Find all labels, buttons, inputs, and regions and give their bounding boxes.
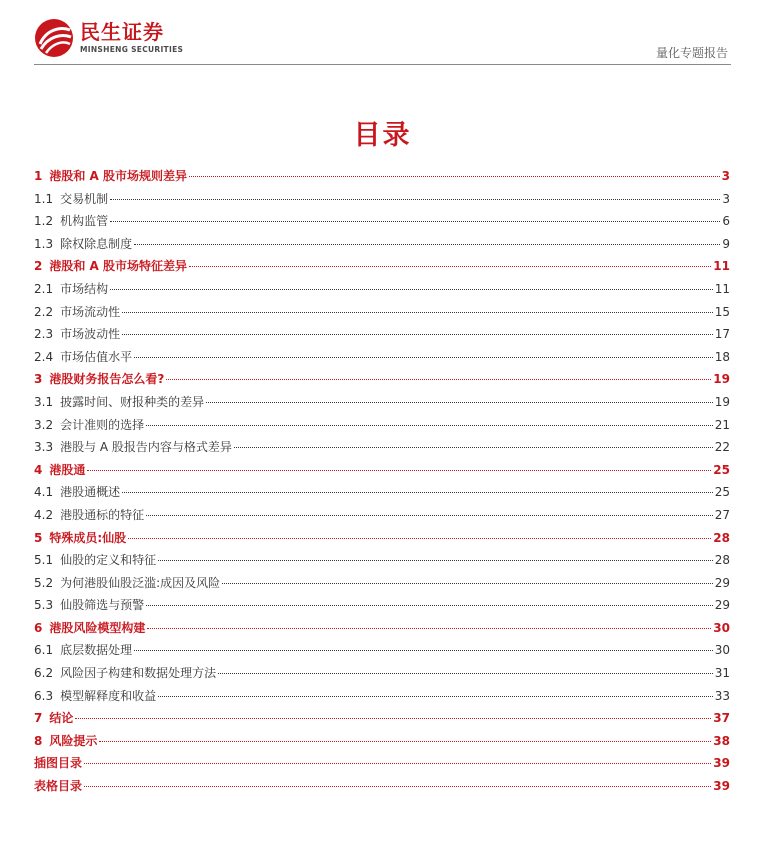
toc-dot-leader [110,199,720,200]
toc-section-entry[interactable] [34,685,730,708]
toc-entry-label: 风险因子构建和数据处理方法 [60,666,217,681]
toc-entry-label: 模型解释度和收益 [60,688,157,703]
toc-entry-number: 3.3 [34,440,54,455]
toc-title: 目录 [353,120,412,151]
toc-page-number: 39 [713,756,730,771]
toc-entry-number: 8 [34,733,43,748]
logo-chinese-name: 民生证券 [80,20,164,44]
toc-chapter-entry[interactable] [34,775,730,798]
toc-section-entry[interactable] [34,639,730,662]
toc-page-number: 30 [714,643,730,658]
toc-page-number: 19 [713,372,730,387]
toc-entry-number: 3.2 [34,417,54,432]
toc-entry-label: 港股和 A 股市场特征差异 [49,259,188,274]
toc-chapter-entry[interactable] [34,707,730,730]
toc-section-entry[interactable] [34,436,730,459]
toc-dot-leader [206,402,713,403]
toc-page-number: 38 [713,733,730,748]
toc-section-entry[interactable] [34,210,730,233]
toc-dot-leader [146,515,713,516]
toc-dot-leader [134,357,713,358]
toc-entry-number: 6 [34,620,43,635]
toc-entry-number: 5 [34,530,43,545]
toc-page-number: 29 [714,575,730,590]
toc-entry-label: 特殊成员:仙股 [49,530,127,545]
toc-entry-number: 6.2 [34,666,54,681]
toc-section-entry[interactable] [34,323,730,346]
toc-dot-leader [84,786,711,787]
toc-dot-leader [158,560,713,561]
toc-page-number: 17 [714,327,730,342]
toc-dot-leader [84,763,711,764]
toc-entry-label: 市场流动性 [60,304,121,319]
toc-entry-number: 4.1 [34,485,54,500]
toc-dot-leader [75,718,711,719]
toc-entry-number: 2.1 [34,281,54,296]
toc-entry-number: 2.3 [34,327,54,342]
toc-entry-number: 1 [34,169,43,183]
toc-entry-label: 港股风险模型构建 [49,620,146,635]
toc-page-number: 3 [722,191,730,206]
toc-section-entry[interactable] [34,549,730,572]
toc-entry-number: 6.1 [34,643,54,658]
toc-dot-leader [146,425,713,426]
toc-page-number: 11 [714,281,730,296]
toc-dot-leader [122,312,713,313]
toc-entry-number: 3.1 [34,394,54,409]
toc-entry-number: 7 [34,711,43,726]
toc-section-entry[interactable] [34,301,730,324]
toc-page-number: 31 [714,666,730,681]
toc-entry-number: 4.2 [34,507,54,522]
toc-section-entry[interactable] [34,481,730,504]
toc-chapter-entry[interactable] [34,165,730,188]
toc-entry-number: 1.2 [34,214,54,229]
toc-entry-label: 市场结构 [60,281,109,296]
toc-page-number: 27 [714,507,730,522]
toc-page-number: 22 [714,440,730,455]
toc-entry-number: 4 [34,462,43,477]
toc-page-number: 19 [714,394,730,409]
toc-dot-leader [110,221,720,222]
toc-dot-leader [189,266,711,267]
page-header [0,0,765,66]
toc-entry-label: 港股财务报告怎么看? [49,372,165,387]
toc-entry-number: 1.3 [34,236,54,251]
toc-dot-leader [134,650,713,651]
toc-entry-label: 风险提示 [49,733,98,748]
toc-entry-number: 2.2 [34,304,54,319]
toc-entry-number: 5.1 [34,553,54,568]
toc-section-entry[interactable] [34,188,730,211]
toc-section-entry[interactable] [34,278,730,301]
toc-dot-leader [134,244,720,245]
toc-entry-number: 3 [34,372,43,387]
toc-page-number: 37 [713,711,730,726]
toc-page-number: 25 [714,485,730,500]
toc-section-entry[interactable] [34,572,730,595]
toc-dot-leader [99,741,711,742]
toc-entry-number: 2.4 [34,349,54,364]
toc-entry-label: 表格目录 [34,779,83,794]
toc-page-number: 29 [714,598,730,613]
toc-dot-leader [234,447,713,448]
toc-section-entry[interactable] [34,233,730,256]
toc-page-number: 33 [714,688,730,703]
toc-dot-leader [147,628,711,629]
toc-dot-leader [146,605,713,606]
toc-chapter-entry[interactable] [34,368,730,391]
toc-page-number: 28 [714,553,730,568]
toc-entry-label: 底层数据处理 [60,643,133,658]
toc-page-number: 3 [721,169,730,183]
toc-entry-label: 港股通标的特征 [60,507,145,522]
toc-entry-label: 除权除息制度 [60,236,133,251]
toc-dot-leader [189,176,720,177]
toc-entry-label: 仙股的定义和特征 [60,553,157,568]
toc-page-number: 15 [714,304,730,319]
toc-entry-label: 插图目录 [34,756,83,771]
toc-dot-leader [122,334,713,335]
toc-dot-leader [218,673,713,674]
report-type-label: 量化专题报告 [655,46,728,60]
toc-entry-label: 结论 [49,711,74,726]
toc-entry-label: 会计准则的选择 [60,417,145,432]
logo-english-name: MINSHENG SECURITIES [80,45,184,54]
toc-entry-label: 港股通概述 [60,485,121,500]
toc-dot-leader [122,492,713,493]
toc-section-entry[interactable] [34,391,730,414]
toc-chapter-entry[interactable] [34,459,730,482]
toc-chapter-entry[interactable] [34,617,730,640]
toc-dot-leader [128,538,711,539]
header-divider [34,64,731,65]
toc-chapter-entry[interactable] [34,752,730,775]
toc-entry-label: 港股与 A 股报告内容与格式差异 [60,440,232,455]
toc-dot-leader [166,379,711,380]
toc-chapter-entry[interactable] [34,255,730,278]
toc-entry-label: 市场波动性 [60,327,121,342]
toc-entry-label: 为何港股仙股泛滥:成因及风险 [60,575,221,590]
company-logo [34,18,183,58]
table-of-contents [34,165,730,798]
toc-entry-number: 1.1 [34,191,54,206]
toc-page-number: 11 [713,259,730,274]
toc-entry-number: 5.2 [34,575,54,590]
toc-entry-label: 仙股筛选与预警 [60,598,145,613]
toc-entry-label: 港股通 [49,462,86,477]
toc-page-number: 18 [714,349,730,364]
toc-section-entry[interactable] [34,504,730,527]
toc-section-entry[interactable] [34,662,730,685]
toc-chapter-entry[interactable] [34,730,730,753]
toc-entry-label: 披露时间、财报种类的差异 [60,394,205,409]
toc-page-number: 28 [713,530,730,545]
toc-page-number: 21 [714,417,730,432]
toc-entry-label: 港股和 A 股市场规则差异 [49,169,188,183]
toc-dot-leader [87,470,711,471]
toc-section-entry[interactable] [34,414,730,437]
toc-page-number: 25 [713,462,730,477]
toc-page-number: 30 [713,620,730,635]
toc-entry-label: 交易机制 [60,191,109,206]
toc-page-number: 9 [722,236,730,251]
toc-dot-leader [222,583,713,584]
toc-section-entry[interactable] [34,594,730,617]
toc-entry-label: 机构监管 [60,214,109,229]
toc-section-entry[interactable] [34,346,730,369]
toc-entry-number: 2 [34,259,43,274]
toc-entry-label: 市场估值水平 [60,349,133,364]
toc-page-number: 39 [713,779,730,794]
toc-entry-number: 5.3 [34,598,54,613]
minsheng-logo-icon [34,18,74,58]
toc-chapter-entry[interactable] [34,527,730,550]
toc-dot-leader [158,696,713,697]
toc-entry-number: 6.3 [34,688,54,703]
toc-dot-leader [110,289,713,290]
toc-page-number: 6 [722,214,730,229]
